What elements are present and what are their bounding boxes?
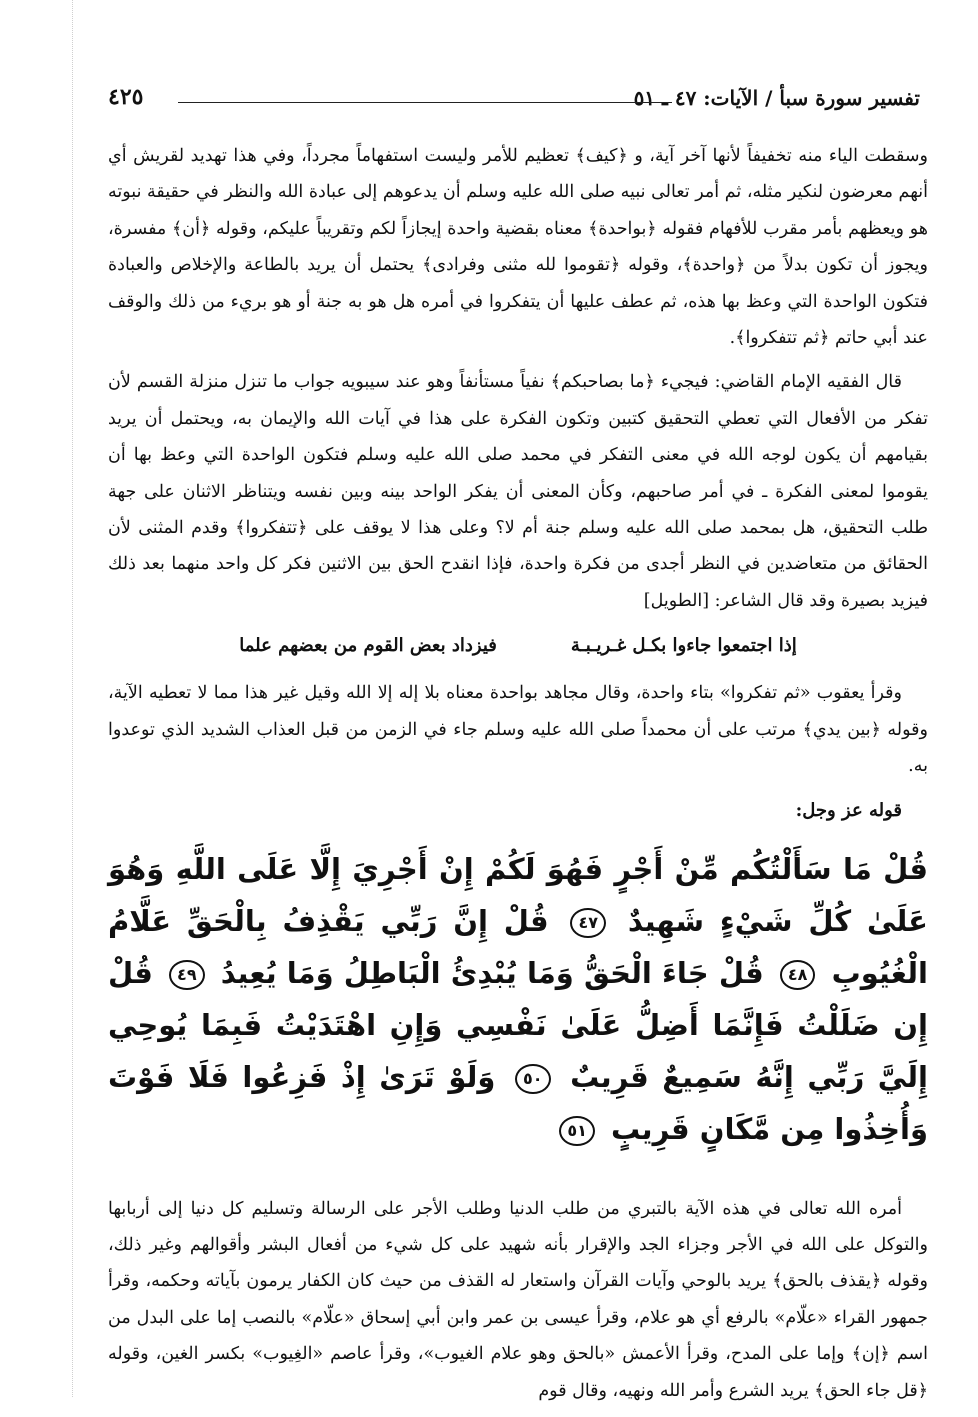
ayah-number-50: ٥٠ [515, 1064, 551, 1094]
paragraph-2: قال الفقيه الإمام القاضي: فيجيء ﴿ما بصاحبكم﴾ نفياً مستأنفاً وهو عند سيبويه جواب ما تنزل منزلة القسم لأن تفكر من الأفعال التي تعطي التحقيق كتبين وتكون الفكرة على هذا في آيات الله والإيمان به، ويحتمل أن يريد بقيامهم أن يكون لوجه الله في معنى التفكر في محمد صلى الله عليه وسلم فتكون الواحدة التي وعظ بها أن يقوموا لمعنى الفكرة ـ في أمر صاحبهم، وكأن المعنى أن يفكر الواحد بينه وبين نفسه ويتناظر الاثنان على جهة طلب التحقيق، هل بمحمد صلى الله عليه وسلم جنة أم لا؟ وعلى هذا لا يوقف على ﴿تتفكروا﴾ وقدم المثنى لأن الحقائق من متعاضدين في النظر أجدى من فكرة واحدة، فإذا انقدح الحق بين الاثنين فكر كل واحد منهما بعد ذلك فيزيد بصيرة وقد قال الشاعر: [الطويل] [108, 372, 928, 611]
ayah-51: وَلَوْ تَرَىٰ إِذْ فَزِعُوا فَلَا فَوْتَ وَأُخِذُوا مِن مَّكَانٍ قَرِيبٍ [108, 1059, 928, 1146]
poem-hemistich-first: إذا اجتمعوا جاءوا بكـل غـريـبـة [570, 635, 797, 657]
quran-verses [108, 843, 928, 1155]
running-title: تفسير سورة سبأ / الآيات: ٤٧ ـ ٥١ [633, 86, 920, 110]
ayah-number-49: ٤٩ [169, 960, 205, 990]
paragraph-4: أمره الله تعالى في هذه الآية بالتبري من طلب الدنيا وطلب الأجر على الرسالة وتسليم كل دنيا إلى أربابها والتوكل على الله في الأجر وجزاء الجد والإقرار بأنه شهيد على كل شيء من أفعال البشر وأقوالهم وغير ذلك، وقوله ﴿يقذف بالحق﴾ يريد بالوحي وآيات القرآن واستعار له القذف من حيث كان الكفار يرمون بآياته وحكمه، وقرأ جمهور القراء «علّام» بالرفع أي هو علام، وقرأ عيسى بن عمر وابن أبي إسحاق «علّام» بالنصب إما على البدل من اسم ﴿إن﴾ وإما على المدح، وقرأ الأعمش «بالحق وهو علام الغيوب»، وقرأ عاصم «الغِيوب» بكسر الغين، وقوله ﴿قل جاء الحق﴾ يريد الشرع وأمر الله ونهيه، وقال قوم [108, 1198, 928, 1401]
ayah-47: قُلْ مَا سَأَلْتُكُم مِّنْ أَجْرٍ فَهُوَ لَكُمْ إِنْ أَجْرِيَ إِلَّا عَلَى اللَّهِ وَهُوَ عَلَىٰ كُلِّ شَيْءٍ شَهِيدٌ [108, 851, 928, 938]
gutter-line [72, 0, 73, 1397]
page-body [108, 138, 928, 1417]
paragraph-1: وسقطت الياء منه تخفيفاً لأنها آخر آية، و ﴿كيف﴾ تعظيم للأمر وليست استفهاماً مجرداً، وفي هذا تهديد لقريش أي أنهم معرضون لنكير مثله، ثم أمر تعالى نبيه صلى الله عليه وسلم أن يدعوهم إلى عبادة الله والنظر في حقيقة نبوته هو ويعظهم بأمر مقرب للأفهام فقوله ﴿بواحدة﴾ معناه بقضية واحدة إيجازاً لكم وتقريباً عليكم، وقوله ﴿أن﴾ مفسرة، ويجوز أن تكون بدلاً من ﴿واحدة﴾، وقوله ﴿تقوموا لله مثنى وفرادى﴾ يحتمل أن يريد بالطاعة والإخلاص والعبادة فتكون الواحدة التي وعظ بها هذه، ثم عطف عليها أن يتفكروا في أمره هل هو به جنة أو هو بريء من ذلك والوقف عند أبي حاتم ﴿ثم تتفكروا﴾. [108, 146, 928, 349]
poem-hemistich-second: فيزداد بعض القوم من بعضهم علما [239, 635, 497, 657]
ayah-number-51: ٥١ [559, 1116, 595, 1146]
ayah-49: قُلْ جَاءَ الْحَقُّ وَمَا يُبْدِئُ الْبَاطِلُ وَمَا يُعِيدُ [220, 955, 764, 990]
ayah-48: قُلْ إِنَّ رَبِّي يَقْذِفُ بِالْحَقِّ عَلَّامُ الْغُيُوبِ [108, 903, 928, 990]
header-rule [178, 102, 672, 103]
ayah-number-47: ٤٧ [570, 908, 606, 938]
poem-verse [108, 627, 928, 665]
ayah-50: قُلْ إِن ضَلَلْتُ فَإِنَّمَا أَضِلُّ عَلَىٰ نَفْسِي وَإِنِ اهْتَدَيْتُ فَبِمَا يُوحِي إِلَيَّ رَبِّي إِنَّهُ سَمِيعٌ قَرِيبٌ [108, 955, 928, 1094]
lead-in: قوله عز وجل: [795, 799, 902, 821]
ayah-number-48: ٤٨ [780, 960, 816, 990]
paragraph-3: وقرأ يعقوب «ثم تفكروا» بتاء واحدة، وقال مجاهد بواحدة معناه بلا إله إلا الله وقيل غير هذا مما لا تعطيه الآية، وقوله ﴿بين يدي﴾ مرتب على أن محمداً صلى الله عليه وسلم جاء في الزمن من قبل العذاب الشديد الذي توعدوا به. [108, 683, 928, 777]
page-number: ٤٢٥ [108, 84, 144, 110]
running-header [108, 82, 920, 116]
